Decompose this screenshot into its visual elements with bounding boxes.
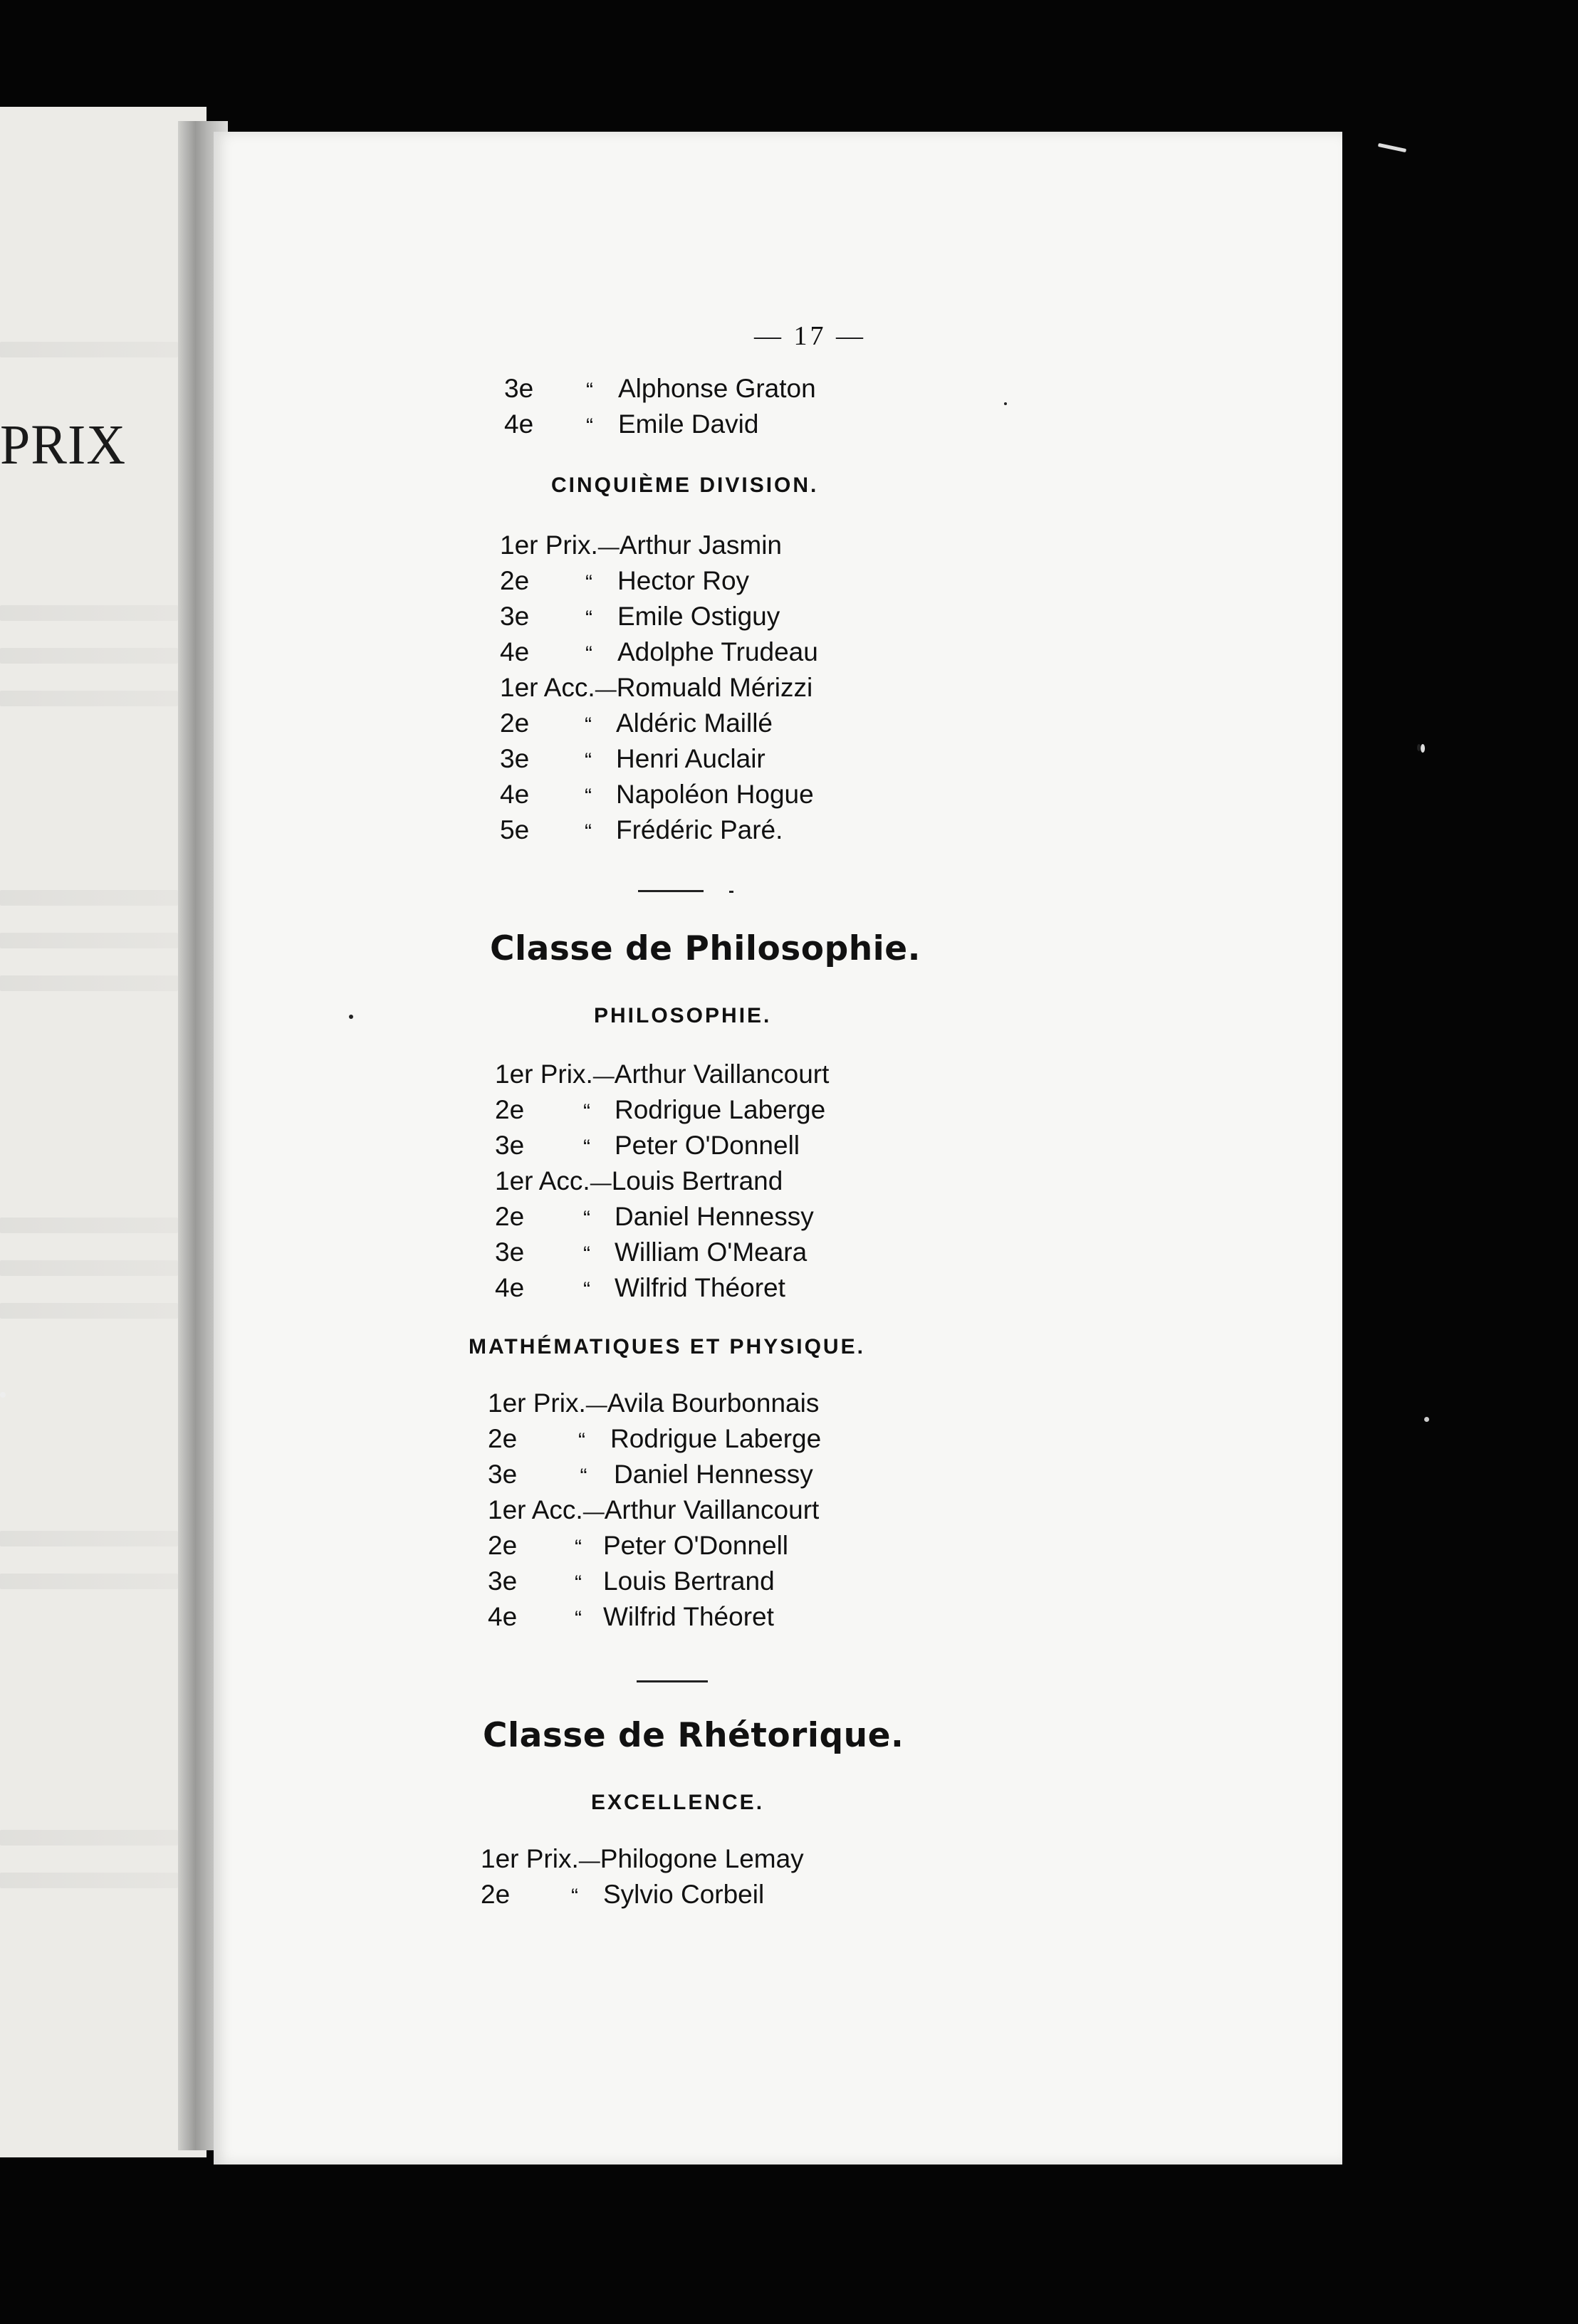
list-item bbox=[488, 1388, 821, 1424]
ditto-mark: — bbox=[578, 1849, 600, 1873]
list-item bbox=[500, 815, 818, 851]
ditto-mark: “ bbox=[585, 607, 592, 630]
list-item bbox=[488, 1566, 821, 1602]
student-name: Arthur Vaillancourt bbox=[604, 1495, 820, 1524]
section-divider bbox=[637, 1680, 708, 1682]
list-item bbox=[488, 1460, 821, 1495]
cinquieme-prize-list bbox=[500, 530, 818, 851]
list-item bbox=[495, 1237, 829, 1273]
student-name: Louis Bertrand bbox=[603, 1566, 775, 1596]
rank-label: 2e bbox=[495, 1095, 525, 1124]
ditto-mark: “ bbox=[575, 1536, 582, 1559]
scan-speck bbox=[0, 1392, 6, 1398]
list-item bbox=[488, 1424, 821, 1460]
student-name: Peter O'Donnell bbox=[615, 1131, 800, 1160]
ditto-mark: “ bbox=[585, 820, 592, 844]
rank-label: 3e bbox=[504, 374, 534, 403]
list-item bbox=[488, 1602, 821, 1638]
ditto-mark: “ bbox=[583, 1278, 590, 1302]
rank-label: 4e bbox=[495, 1273, 525, 1302]
ditto-mark: “ bbox=[575, 1571, 582, 1595]
ditto-mark: — bbox=[590, 1171, 612, 1195]
rank-label: 3e bbox=[488, 1460, 518, 1489]
faded-text-line bbox=[0, 1260, 178, 1276]
rank-label: 2e bbox=[488, 1531, 518, 1560]
list-item bbox=[488, 1531, 821, 1566]
rank-label: 1er Prix. bbox=[481, 1844, 579, 1873]
scan-speck bbox=[1421, 744, 1425, 753]
student-name: Adolphe Trudeau bbox=[617, 637, 818, 666]
philosophie-prize-list bbox=[495, 1059, 829, 1309]
division-title: EXCELLENCE. bbox=[591, 1791, 765, 1814]
ditto-mark: — bbox=[582, 1500, 605, 1524]
student-name: Romuald Mérizzi bbox=[616, 673, 813, 702]
student-name: Avila Bourbonnais bbox=[607, 1388, 820, 1418]
list-item bbox=[488, 1495, 821, 1531]
student-name: Sylvio Corbeil bbox=[603, 1880, 765, 1909]
faded-text-line bbox=[0, 975, 178, 991]
ditto-mark: “ bbox=[585, 642, 592, 666]
document-page bbox=[214, 132, 1342, 2165]
faded-text-line bbox=[0, 1218, 178, 1233]
list-item bbox=[500, 566, 818, 602]
faded-text-line bbox=[0, 933, 178, 948]
student-name: Henri Auclair bbox=[616, 744, 766, 773]
section-divider bbox=[638, 890, 704, 892]
student-name: Wilfrid Théoret bbox=[603, 1602, 774, 1631]
rank-label: 2e bbox=[488, 1424, 518, 1453]
rank-label: 5e bbox=[500, 815, 530, 844]
ditto-mark: “ bbox=[580, 1465, 587, 1488]
student-name: Frédéric Paré. bbox=[616, 815, 783, 844]
list-item bbox=[500, 780, 818, 815]
faded-text-line bbox=[0, 342, 178, 357]
rank-label: 1er Prix. bbox=[500, 530, 598, 560]
rank-label: 3e bbox=[500, 602, 530, 631]
student-name: William O'Meara bbox=[615, 1237, 808, 1267]
rank-label: 2e bbox=[481, 1880, 511, 1909]
scan-speck bbox=[349, 1015, 353, 1019]
ditto-mark: — bbox=[595, 678, 617, 701]
list-item bbox=[500, 708, 818, 744]
scan-speck bbox=[1424, 1417, 1429, 1422]
rank-label: 1er Acc. bbox=[495, 1166, 590, 1195]
continued-prize-list bbox=[504, 374, 816, 445]
list-item bbox=[500, 744, 818, 780]
rank-label: 4e bbox=[504, 409, 534, 439]
scan-speck bbox=[1004, 402, 1007, 405]
faded-text-line bbox=[0, 691, 178, 706]
ditto-mark: “ bbox=[583, 1242, 590, 1266]
ditto-mark: “ bbox=[583, 1136, 590, 1159]
student-name: Rodrigue Laberge bbox=[610, 1424, 822, 1453]
ditto-mark: “ bbox=[585, 713, 592, 737]
mathematiques-prize-list bbox=[488, 1388, 821, 1638]
faded-text-line bbox=[0, 605, 178, 621]
student-name: Peter O'Donnell bbox=[603, 1531, 789, 1560]
rank-label: 1er Prix. bbox=[488, 1388, 586, 1418]
list-item bbox=[504, 374, 816, 409]
list-item bbox=[495, 1059, 829, 1095]
division-title: PHILOSOPHIE. bbox=[594, 1004, 772, 1027]
student-name: Emile Ostiguy bbox=[617, 602, 780, 631]
rank-label: 2e bbox=[500, 708, 530, 738]
student-name: Arthur Jasmin bbox=[619, 530, 782, 560]
ditto-mark: “ bbox=[583, 1100, 590, 1124]
rank-label: 1er Acc. bbox=[488, 1495, 583, 1524]
division-title: CINQUIÈME DIVISION. bbox=[551, 473, 819, 497]
student-name: Wilfrid Théoret bbox=[615, 1273, 785, 1302]
ditto-mark: “ bbox=[575, 1607, 582, 1631]
faded-text-line bbox=[0, 1574, 178, 1589]
list-item bbox=[500, 602, 818, 637]
page-number: — 17 — bbox=[754, 321, 866, 351]
faded-text-line bbox=[0, 890, 178, 906]
left-page-heading-fragment: PRIX bbox=[0, 413, 127, 477]
list-item bbox=[500, 637, 818, 673]
faded-text-line bbox=[0, 1830, 178, 1846]
ditto-mark: “ bbox=[578, 1429, 585, 1452]
faded-text-line bbox=[0, 1873, 178, 1888]
ditto-mark: “ bbox=[586, 379, 593, 402]
list-item bbox=[495, 1095, 829, 1131]
rank-label: 4e bbox=[488, 1602, 518, 1631]
rank-label: 1er Prix. bbox=[495, 1059, 593, 1089]
ditto-mark: “ bbox=[585, 571, 592, 595]
list-item bbox=[495, 1202, 829, 1237]
ditto-mark: — bbox=[585, 1393, 607, 1417]
list-item bbox=[495, 1166, 829, 1202]
section-divider-dot bbox=[729, 891, 733, 893]
student-name: Rodrigue Laberge bbox=[615, 1095, 826, 1124]
faded-text-line bbox=[0, 1531, 178, 1546]
student-name: Daniel Hennessy bbox=[615, 1202, 814, 1231]
ditto-mark: — bbox=[597, 535, 620, 559]
left-facing-page bbox=[0, 107, 207, 2157]
class-heading-rhetorique: Classe de Rhétorique. bbox=[483, 1716, 904, 1755]
rank-label: 3e bbox=[495, 1237, 525, 1267]
student-name: Arthur Vaillancourt bbox=[614, 1059, 830, 1089]
student-name: Louis Bertrand bbox=[611, 1166, 783, 1195]
student-name: Napoléon Hogue bbox=[616, 780, 814, 809]
student-name: Daniel Hennessy bbox=[614, 1460, 813, 1489]
list-item bbox=[481, 1844, 804, 1880]
ditto-mark: — bbox=[592, 1064, 615, 1088]
class-heading-philosophie: Classe de Philosophie. bbox=[490, 929, 921, 968]
student-name: Aldéric Maillé bbox=[616, 708, 773, 738]
rank-label: 3e bbox=[488, 1566, 518, 1596]
rank-label: 4e bbox=[500, 780, 530, 809]
student-name: Emile David bbox=[618, 409, 759, 439]
list-item bbox=[481, 1880, 804, 1915]
student-name: Philogone Lemay bbox=[600, 1844, 804, 1873]
rank-label: 3e bbox=[500, 744, 530, 773]
ditto-mark: “ bbox=[585, 749, 592, 773]
division-title: MATHÉMATIQUES ET PHYSIQUE. bbox=[469, 1335, 865, 1359]
excellence-prize-list bbox=[481, 1844, 804, 1915]
ditto-mark: “ bbox=[586, 414, 593, 438]
rank-label: 3e bbox=[495, 1131, 525, 1160]
faded-text-line bbox=[0, 648, 178, 664]
ditto-mark: “ bbox=[571, 1885, 578, 1908]
rank-label: 1er Acc. bbox=[500, 673, 595, 702]
list-item bbox=[495, 1273, 829, 1309]
list-item bbox=[500, 673, 818, 708]
rank-label: 4e bbox=[500, 637, 530, 666]
rank-label: 2e bbox=[500, 566, 530, 595]
list-item bbox=[500, 530, 818, 566]
student-name: Hector Roy bbox=[617, 566, 750, 595]
list-item bbox=[495, 1131, 829, 1166]
faded-text-line bbox=[0, 1303, 178, 1319]
student-name: Alphonse Graton bbox=[618, 374, 816, 403]
ditto-mark: “ bbox=[583, 1207, 590, 1230]
ditto-mark: “ bbox=[585, 785, 592, 808]
list-item bbox=[504, 409, 816, 445]
rank-label: 2e bbox=[495, 1202, 525, 1231]
scan-speck bbox=[1378, 143, 1406, 152]
